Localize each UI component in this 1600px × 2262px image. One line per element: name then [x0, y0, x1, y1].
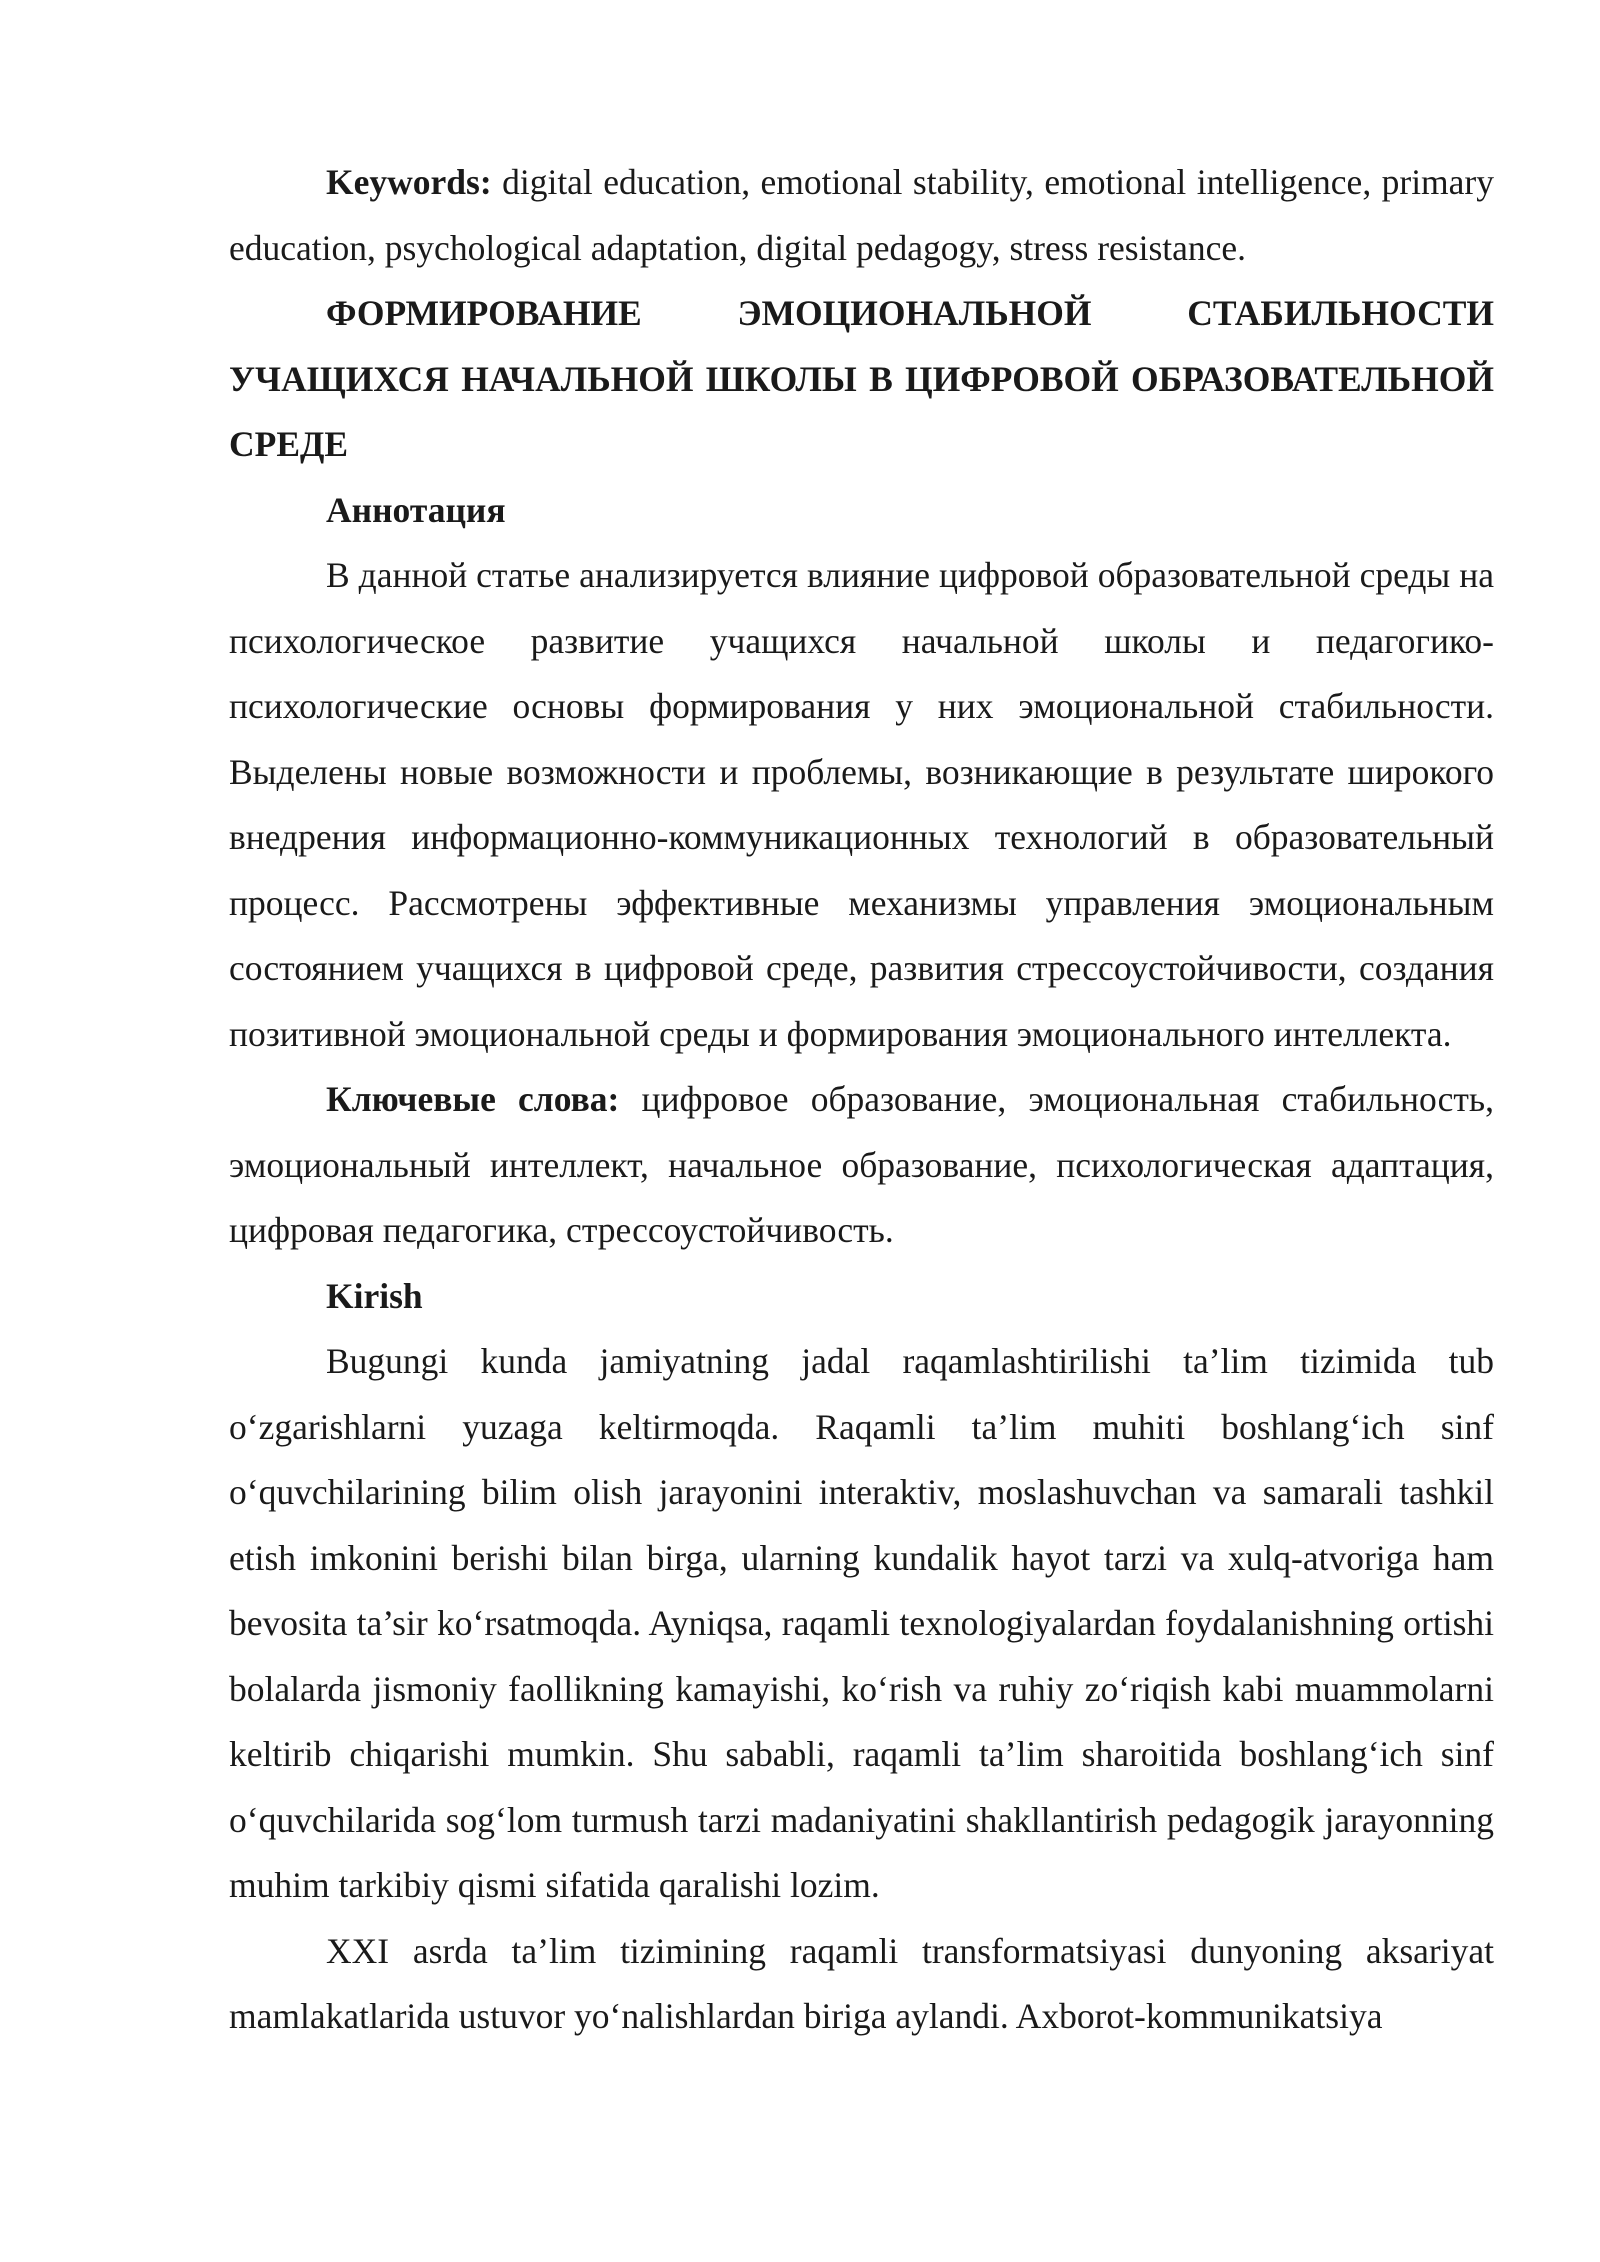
- annotation-heading-ru: Аннотация: [326, 489, 506, 530]
- keywords-en-text: digital education, emotional stability, emotional intelligence, primary education, psychological adaptation, digital pedagogy, stress resistance.: [229, 162, 1494, 268]
- intro-paragraph-2: XXI asrda ta’lim tizimining raqamli transformatsiyasi dunyoning aksariyat mamlakatlarida ustuvor yo‘nalishlardan biriga aylandi. Axborot-kommunikatsiya: [229, 1930, 1494, 2036]
- keywords-ru-label: Ключевые слова:: [326, 1079, 620, 1119]
- keywords-en-label: Keywords:: [326, 162, 492, 202]
- intro-paragraph-1: Bugungi kunda jamiyatning jadal raqamlashtirilishi ta’lim tizimida tub o‘zgarishlarni yuzaga keltirmoqda. Raqamli ta’lim muhiti boshlang‘ich sinf o‘quvchilarining bilim olish jarayonini interaktiv, moslashuvchan va samarali tashkil etish imkonini berishi bilan birga, ularning kundalik hayot tarzi va xulq-atvoriga ham bevosita ta’sir ko‘rsatmoqda. Ayniqsa, raqamli texnologiyalardan foydalanishning ortishi bolalarda jismoniy faollikning kamayishi, ko‘rish va ruhiy zo‘riqish kabi muammolarni keltirib chiqarishi mumkin. Shu sababli, raqamli ta’lim sharoitida boshlang‘ich sinf o‘quvchilarida sog‘lom turmush tarzi madaniyatini shakllantirish pedagogik jarayonning muhim tarkibiy qismi sifatida qaralishi lozim.: [229, 1341, 1494, 1905]
- keywords-en-paragraph: [229, 150, 1494, 281]
- keywords-ru-text: цифровое образование, эмоциональная стабильность, эмоциональный интеллект, начальное образование, психологическая адаптация, цифровая педагогика, стрессоустойчивость.: [229, 1079, 1494, 1250]
- article-title-ru: ФОРМИРОВАНИЕ ЭМОЦИОНАЛЬНОЙ СТАБИЛЬНОСТИ УЧАЩИХСЯ НАЧАЛЬНОЙ ШКОЛЫ В ЦИФРОВОЙ ОБРАЗОВАТЕЛЬНОЙ СРЕДЕ: [229, 293, 1494, 464]
- document-page: [229, 150, 1494, 2050]
- annotation-text-ru: В данной статье анализируется влияние цифровой образовательной среды на психологическое развитие учащихся начальной школы и педагогико-психологические основы формирования у них эмоциональной стабильности. Выделены новые возможности и проблемы, возникающие в результате широкого внедрения информационно-коммуникационных технологий в образовательный процесс. Рассмотрены эффективные механизмы управления эмоциональным состоянием учащихся в цифровой среде, развития стрессоустойчивости, создания позитивной эмоциональной среды и формирования эмоционального интеллекта.: [229, 555, 1494, 1054]
- intro-heading-uz: Kirish: [326, 1275, 423, 1316]
- keywords-ru-paragraph: [229, 1067, 1494, 1264]
